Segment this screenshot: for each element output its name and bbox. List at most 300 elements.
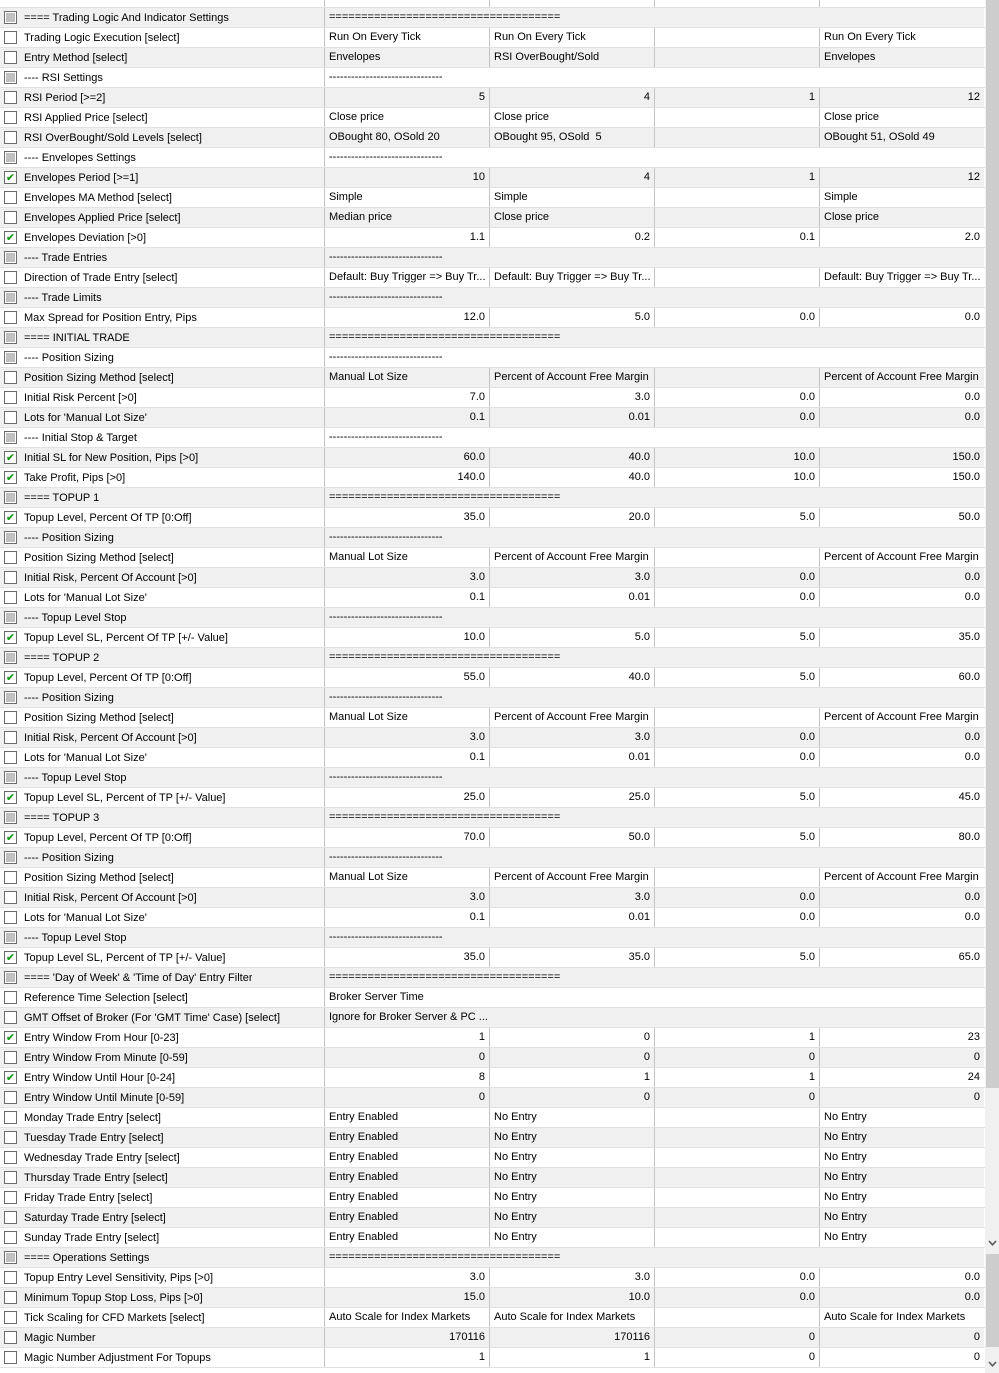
value-cell[interactable]: 1 — [325, 1028, 490, 1047]
stop-cell[interactable]: No Entry — [820, 1168, 985, 1187]
stop-cell[interactable]: 0 — [820, 1088, 985, 1107]
section-row[interactable] — [0, 608, 985, 628]
checkbox-unchecked[interactable] — [4, 1311, 17, 1324]
param-row[interactable] — [0, 368, 985, 388]
param-row[interactable] — [0, 988, 985, 1008]
value-cell[interactable]: Run On Every Tick — [325, 28, 490, 47]
checkbox-section[interactable] — [4, 651, 17, 664]
param-row[interactable] — [0, 1328, 985, 1348]
step-cell[interactable]: 5.0 — [655, 668, 820, 687]
value-cell[interactable]: 0 — [325, 1048, 490, 1067]
value-cell[interactable]: 0.1 — [325, 908, 490, 927]
stop-cell[interactable]: 0.0 — [820, 748, 985, 767]
param-row[interactable] — [0, 868, 985, 888]
checkbox-section[interactable] — [4, 291, 17, 304]
value-cell[interactable]: Entry Enabled — [325, 1128, 490, 1147]
checkbox-checked[interactable]: ✔ — [5, 171, 16, 184]
start-cell[interactable]: Auto Scale for Index Markets — [490, 1308, 655, 1327]
param-row[interactable] — [0, 1088, 985, 1108]
step-cell[interactable] — [655, 1228, 820, 1247]
value-cell[interactable]: 3.0 — [325, 728, 490, 747]
step-cell[interactable] — [655, 548, 820, 567]
start-cell[interactable]: No Entry — [490, 1188, 655, 1207]
param-row[interactable] — [0, 788, 985, 808]
param-row[interactable] — [0, 888, 985, 908]
param-row[interactable] — [0, 1148, 985, 1168]
checkbox-checked[interactable]: ✔ — [5, 671, 16, 684]
value-cell[interactable]: Default: Buy Trigger => Buy Tr... — [325, 268, 490, 287]
section-row[interactable] — [0, 328, 985, 348]
param-row[interactable] — [0, 1268, 985, 1288]
stop-cell[interactable]: 0.0 — [820, 408, 985, 427]
stop-cell[interactable]: Percent of Account Free Margin — [820, 708, 985, 727]
stop-cell[interactable]: 0.0 — [820, 1268, 985, 1287]
step-cell[interactable]: 0 — [655, 1328, 820, 1347]
value-cell[interactable]: 3.0 — [325, 888, 490, 907]
param-row[interactable] — [0, 108, 985, 128]
stop-cell[interactable]: Percent of Account Free Margin — [820, 868, 985, 887]
checkbox-unchecked[interactable] — [4, 1211, 17, 1224]
checkbox-unchecked[interactable] — [4, 411, 17, 424]
stop-cell[interactable]: 0.0 — [820, 728, 985, 747]
value-cell[interactable]: 10 — [325, 168, 490, 187]
stop-cell[interactable]: OBought 51, OSold 49 — [820, 128, 985, 147]
stop-cell[interactable]: No Entry — [820, 1228, 985, 1247]
value-cell[interactable]: 0.1 — [325, 588, 490, 607]
checkbox-unchecked[interactable] — [4, 871, 17, 884]
param-row[interactable] — [0, 1048, 985, 1068]
start-cell[interactable]: 35.0 — [490, 948, 655, 967]
section-row[interactable] — [0, 808, 985, 828]
checkbox-unchecked[interactable] — [4, 591, 17, 604]
checkbox-section[interactable] — [4, 491, 17, 504]
start-cell[interactable]: 0.01 — [490, 908, 655, 927]
stop-cell[interactable]: No Entry — [820, 1148, 985, 1167]
checkbox-checked[interactable]: ✔ — [5, 1031, 16, 1044]
start-cell[interactable]: 0 — [490, 1088, 655, 1107]
step-cell[interactable] — [655, 1128, 820, 1147]
checkbox-unchecked[interactable] — [4, 891, 17, 904]
stop-cell[interactable]: No Entry — [820, 1108, 985, 1127]
stop-cell[interactable]: Close price — [820, 108, 985, 127]
checkbox-section[interactable] — [4, 531, 17, 544]
value-cell[interactable]: Entry Enabled — [325, 1188, 490, 1207]
checkbox-section[interactable] — [4, 151, 17, 164]
checkbox-checked[interactable]: ✔ — [5, 631, 16, 644]
step-cell[interactable] — [655, 268, 820, 287]
value-cell[interactable]: Entry Enabled — [325, 1148, 490, 1167]
value-cell[interactable]: Manual Lot Size — [325, 548, 490, 567]
param-row[interactable] — [0, 1168, 985, 1188]
value-cell[interactable]: Entry Enabled — [325, 1228, 490, 1247]
stop-cell[interactable]: 65.0 — [820, 948, 985, 967]
value-cell[interactable]: 0.1 — [325, 748, 490, 767]
step-cell[interactable]: 0.0 — [655, 568, 820, 587]
scroll-down-button-outer[interactable] — [985, 1358, 999, 1370]
param-row[interactable] — [0, 908, 985, 928]
checkbox-unchecked[interactable] — [4, 391, 17, 404]
stop-cell[interactable]: 0.0 — [820, 1288, 985, 1307]
step-cell[interactable]: 0.0 — [655, 728, 820, 747]
checkbox-section[interactable] — [4, 431, 17, 444]
step-cell[interactable] — [655, 1308, 820, 1327]
start-cell[interactable]: 0 — [490, 1048, 655, 1067]
step-cell[interactable] — [655, 1108, 820, 1127]
stop-cell[interactable]: 0.0 — [820, 888, 985, 907]
start-cell[interactable]: RSI OverBought/Sold — [490, 48, 655, 67]
start-cell[interactable]: No Entry — [490, 1168, 655, 1187]
checkbox-section[interactable] — [4, 971, 17, 984]
checkbox-unchecked[interactable] — [4, 311, 17, 324]
param-row[interactable] — [0, 568, 985, 588]
step-cell[interactable]: 0.0 — [655, 388, 820, 407]
section-row[interactable] — [0, 488, 985, 508]
start-cell[interactable]: Percent of Account Free Margin — [490, 708, 655, 727]
start-cell[interactable]: No Entry — [490, 1228, 655, 1247]
step-cell[interactable]: 1 — [655, 1028, 820, 1047]
param-row[interactable] — [0, 828, 985, 848]
checkbox-unchecked[interactable] — [4, 1151, 17, 1164]
step-cell[interactable]: 5.0 — [655, 788, 820, 807]
stop-cell[interactable]: 12 — [820, 88, 985, 107]
value-cell[interactable]: Manual Lot Size — [325, 368, 490, 387]
param-row[interactable] — [0, 1128, 985, 1148]
value-cell[interactable]: 25.0 — [325, 788, 490, 807]
param-row[interactable] — [0, 588, 985, 608]
start-cell[interactable]: 170116 — [490, 1328, 655, 1347]
section-row[interactable] — [0, 688, 985, 708]
stop-cell[interactable]: 0.0 — [820, 908, 985, 927]
checkbox-unchecked[interactable] — [4, 191, 17, 204]
section-row[interactable] — [0, 768, 985, 788]
checkbox-unchecked[interactable] — [4, 1331, 17, 1344]
checkbox-unchecked[interactable] — [4, 571, 17, 584]
stop-cell[interactable]: 60.0 — [820, 668, 985, 687]
stop-cell[interactable]: 45.0 — [820, 788, 985, 807]
start-cell[interactable]: 0 — [490, 1028, 655, 1047]
stop-cell[interactable]: 2.0 — [820, 228, 985, 247]
param-row[interactable] — [0, 388, 985, 408]
scrollbar-thumb-outer[interactable] — [986, 1254, 999, 1347]
value-cell[interactable]: 35.0 — [325, 508, 490, 527]
section-row[interactable] — [0, 968, 985, 988]
stop-cell[interactable]: 150.0 — [820, 448, 985, 467]
checkbox-checked[interactable]: ✔ — [5, 511, 16, 524]
param-row[interactable] — [0, 468, 985, 488]
step-cell[interactable]: 0.0 — [655, 1288, 820, 1307]
checkbox-unchecked[interactable] — [4, 271, 17, 284]
start-cell[interactable]: 20.0 — [490, 508, 655, 527]
section-row[interactable] — [0, 348, 985, 368]
value-cell[interactable]: OBought 80, OSold 20 — [325, 128, 490, 147]
param-row[interactable] — [0, 748, 985, 768]
checkbox-unchecked[interactable] — [4, 51, 17, 64]
step-cell[interactable]: 5.0 — [655, 628, 820, 647]
start-cell[interactable]: 1 — [490, 1068, 655, 1087]
start-cell[interactable]: 0.01 — [490, 748, 655, 767]
section-row[interactable] — [0, 528, 985, 548]
value-cell[interactable]: Ignore for Broker Server & PC ... — [325, 1008, 985, 1027]
start-cell[interactable]: 25.0 — [490, 788, 655, 807]
step-cell[interactable]: 10.0 — [655, 448, 820, 467]
step-cell[interactable]: 0 — [655, 1088, 820, 1107]
value-cell[interactable]: Manual Lot Size — [325, 868, 490, 887]
value-cell[interactable]: 0.1 — [325, 408, 490, 427]
stop-cell[interactable]: Percent of Account Free Margin — [820, 368, 985, 387]
start-cell[interactable]: Percent of Account Free Margin — [490, 548, 655, 567]
value-cell[interactable]: 70.0 — [325, 828, 490, 847]
value-cell[interactable]: Envelopes — [325, 48, 490, 67]
step-cell[interactable] — [655, 1148, 820, 1167]
vertical-scrollbar[interactable] — [985, 0, 999, 1373]
stop-cell[interactable]: 0 — [820, 1348, 985, 1367]
param-row[interactable] — [0, 728, 985, 748]
checkbox-section[interactable] — [4, 331, 17, 344]
value-cell[interactable]: Broker Server Time — [325, 988, 985, 1007]
checkbox-unchecked[interactable] — [4, 31, 17, 44]
param-row[interactable] — [0, 308, 985, 328]
step-cell[interactable]: 5.0 — [655, 828, 820, 847]
step-cell[interactable] — [655, 128, 820, 147]
step-cell[interactable]: 5.0 — [655, 508, 820, 527]
checkbox-unchecked[interactable] — [4, 1051, 17, 1064]
step-cell[interactable]: 1 — [655, 1068, 820, 1087]
step-cell[interactable] — [655, 368, 820, 387]
stop-cell[interactable]: 35.0 — [820, 628, 985, 647]
stop-cell[interactable]: 50.0 — [820, 508, 985, 527]
value-cell[interactable]: 10.0 — [325, 628, 490, 647]
stop-cell[interactable]: 0.0 — [820, 388, 985, 407]
value-cell[interactable]: 15.0 — [325, 1288, 490, 1307]
param-row[interactable] — [0, 268, 985, 288]
value-cell[interactable]: 1 — [325, 1348, 490, 1367]
param-row[interactable] — [0, 128, 985, 148]
step-cell[interactable]: 0.0 — [655, 408, 820, 427]
section-row[interactable] — [0, 248, 985, 268]
value-cell[interactable]: 35.0 — [325, 948, 490, 967]
section-row[interactable] — [0, 8, 985, 28]
start-cell[interactable]: Simple — [490, 188, 655, 207]
step-cell[interactable] — [655, 1208, 820, 1227]
stop-cell[interactable]: 0 — [820, 1328, 985, 1347]
stop-cell[interactable]: Envelopes — [820, 48, 985, 67]
param-row[interactable] — [0, 668, 985, 688]
checkbox-unchecked[interactable] — [4, 1231, 17, 1244]
param-row[interactable] — [0, 1108, 985, 1128]
scroll-down-button[interactable] — [985, 1237, 999, 1249]
start-cell[interactable]: 4 — [490, 168, 655, 187]
value-cell[interactable]: 5 — [325, 88, 490, 107]
checkbox-unchecked[interactable] — [4, 911, 17, 924]
checkbox-unchecked[interactable] — [4, 131, 17, 144]
start-cell[interactable]: 0.01 — [490, 588, 655, 607]
step-cell[interactable]: 5.0 — [655, 948, 820, 967]
param-row[interactable] — [0, 208, 985, 228]
checkbox-unchecked[interactable] — [4, 111, 17, 124]
checkbox-unchecked[interactable] — [4, 211, 17, 224]
value-cell[interactable]: Entry Enabled — [325, 1108, 490, 1127]
checkbox-unchecked[interactable] — [4, 551, 17, 564]
start-cell[interactable]: No Entry — [490, 1128, 655, 1147]
start-cell[interactable]: 40.0 — [490, 468, 655, 487]
stop-cell[interactable]: 0.0 — [820, 308, 985, 327]
stop-cell[interactable]: Default: Buy Trigger => Buy Tr... — [820, 268, 985, 287]
value-cell[interactable]: Manual Lot Size — [325, 708, 490, 727]
checkbox-section[interactable] — [4, 71, 17, 84]
checkbox-section[interactable] — [4, 251, 17, 264]
checkbox-unchecked[interactable] — [4, 1091, 17, 1104]
checkbox-unchecked[interactable] — [4, 991, 17, 1004]
param-row[interactable] — [0, 508, 985, 528]
value-cell[interactable]: 3.0 — [325, 568, 490, 587]
start-cell[interactable]: 3.0 — [490, 1268, 655, 1287]
checkbox-section[interactable] — [4, 11, 17, 24]
param-row[interactable] — [0, 228, 985, 248]
checkbox-checked[interactable]: ✔ — [5, 1071, 16, 1084]
param-row[interactable] — [0, 448, 985, 468]
step-cell[interactable] — [655, 708, 820, 727]
start-cell[interactable]: 0.2 — [490, 228, 655, 247]
param-row[interactable] — [0, 708, 985, 728]
step-cell[interactable]: 0.0 — [655, 308, 820, 327]
step-cell[interactable] — [655, 1188, 820, 1207]
section-row[interactable] — [0, 288, 985, 308]
section-row[interactable] — [0, 68, 985, 88]
step-cell[interactable]: 1 — [655, 88, 820, 107]
start-cell[interactable]: No Entry — [490, 1108, 655, 1127]
start-cell[interactable]: OBought 95, OSold 5 — [490, 128, 655, 147]
stop-cell[interactable]: 0 — [820, 1048, 985, 1067]
stop-cell[interactable]: 0.0 — [820, 588, 985, 607]
checkbox-checked[interactable]: ✔ — [5, 831, 16, 844]
value-cell[interactable]: Auto Scale for Index Markets — [325, 1308, 490, 1327]
param-row[interactable] — [0, 408, 985, 428]
step-cell[interactable] — [655, 868, 820, 887]
checkbox-section[interactable] — [4, 691, 17, 704]
step-cell[interactable] — [655, 48, 820, 67]
value-cell[interactable]: 8 — [325, 1068, 490, 1087]
checkbox-unchecked[interactable] — [4, 751, 17, 764]
value-cell[interactable]: 1.1 — [325, 228, 490, 247]
checkbox-unchecked[interactable] — [4, 1291, 17, 1304]
step-cell[interactable] — [655, 208, 820, 227]
start-cell[interactable]: Close price — [490, 208, 655, 227]
step-cell[interactable] — [655, 28, 820, 47]
value-cell[interactable]: 7.0 — [325, 388, 490, 407]
start-cell[interactable]: Run On Every Tick — [490, 28, 655, 47]
start-cell[interactable]: 50.0 — [490, 828, 655, 847]
checkbox-section[interactable] — [4, 851, 17, 864]
step-cell[interactable]: 0 — [655, 1348, 820, 1367]
value-cell[interactable]: 0 — [325, 1088, 490, 1107]
checkbox-unchecked[interactable] — [4, 1171, 17, 1184]
stop-cell[interactable]: Auto Scale for Index Markets — [820, 1308, 985, 1327]
start-cell[interactable]: Close price — [490, 108, 655, 127]
step-cell[interactable]: 0 — [655, 1048, 820, 1067]
start-cell[interactable]: Default: Buy Trigger => Buy Tr... — [490, 268, 655, 287]
step-cell[interactable]: 0.0 — [655, 748, 820, 767]
param-row[interactable] — [0, 1348, 985, 1368]
section-row[interactable] — [0, 148, 985, 168]
step-cell[interactable]: 10.0 — [655, 468, 820, 487]
section-row[interactable] — [0, 928, 985, 948]
checkbox-checked[interactable]: ✔ — [5, 231, 16, 244]
checkbox-unchecked[interactable] — [4, 1191, 17, 1204]
value-cell[interactable]: 3.0 — [325, 1268, 490, 1287]
value-cell[interactable]: 140.0 — [325, 468, 490, 487]
checkbox-unchecked[interactable] — [4, 371, 17, 384]
stop-cell[interactable]: 23 — [820, 1028, 985, 1047]
value-cell[interactable]: 12.0 — [325, 308, 490, 327]
stop-cell[interactable]: 0.0 — [820, 568, 985, 587]
param-row[interactable] — [0, 1068, 985, 1088]
step-cell[interactable] — [655, 108, 820, 127]
checkbox-section[interactable] — [4, 771, 17, 784]
start-cell[interactable]: 3.0 — [490, 568, 655, 587]
checkbox-checked[interactable]: ✔ — [5, 951, 16, 964]
param-row[interactable] — [0, 1288, 985, 1308]
param-row[interactable] — [0, 1228, 985, 1248]
value-cell[interactable]: Entry Enabled — [325, 1168, 490, 1187]
checkbox-unchecked[interactable] — [4, 91, 17, 104]
checkbox-unchecked[interactable] — [4, 1111, 17, 1124]
stop-cell[interactable]: Percent of Account Free Margin — [820, 548, 985, 567]
start-cell[interactable]: 5.0 — [490, 628, 655, 647]
param-row[interactable] — [0, 548, 985, 568]
param-row[interactable] — [0, 1188, 985, 1208]
start-cell[interactable]: 3.0 — [490, 888, 655, 907]
param-row[interactable] — [0, 168, 985, 188]
start-cell[interactable]: Percent of Account Free Margin — [490, 868, 655, 887]
stop-cell[interactable]: No Entry — [820, 1188, 985, 1207]
stop-cell[interactable]: Simple — [820, 188, 985, 207]
value-cell[interactable]: 60.0 — [325, 448, 490, 467]
checkbox-checked[interactable]: ✔ — [5, 791, 16, 804]
checkbox-unchecked[interactable] — [4, 1131, 17, 1144]
step-cell[interactable] — [655, 188, 820, 207]
param-row[interactable] — [0, 28, 985, 48]
value-cell[interactable]: Simple — [325, 188, 490, 207]
start-cell[interactable]: 40.0 — [490, 668, 655, 687]
checkbox-unchecked[interactable] — [4, 1011, 17, 1024]
start-cell[interactable]: 5.0 — [490, 308, 655, 327]
checkbox-unchecked[interactable] — [4, 1271, 17, 1284]
step-cell[interactable] — [655, 1168, 820, 1187]
param-row[interactable] — [0, 948, 985, 968]
value-cell[interactable]: Median price — [325, 208, 490, 227]
param-row[interactable] — [0, 1308, 985, 1328]
section-row[interactable] — [0, 428, 985, 448]
start-cell[interactable]: 1 — [490, 1348, 655, 1367]
step-cell[interactable]: 0.0 — [655, 1268, 820, 1287]
start-cell[interactable]: No Entry — [490, 1148, 655, 1167]
checkbox-checked[interactable]: ✔ — [5, 451, 16, 464]
start-cell[interactable]: 10.0 — [490, 1288, 655, 1307]
start-cell[interactable]: 0.01 — [490, 408, 655, 427]
stop-cell[interactable]: 80.0 — [820, 828, 985, 847]
stop-cell[interactable]: No Entry — [820, 1208, 985, 1227]
step-cell[interactable]: 0.0 — [655, 908, 820, 927]
start-cell[interactable]: 40.0 — [490, 448, 655, 467]
param-row[interactable] — [0, 628, 985, 648]
stop-cell[interactable]: 150.0 — [820, 468, 985, 487]
section-row[interactable] — [0, 1248, 985, 1268]
step-cell[interactable]: 0.0 — [655, 888, 820, 907]
checkbox-section[interactable] — [4, 611, 17, 624]
start-cell[interactable]: Percent of Account Free Margin — [490, 368, 655, 387]
stop-cell[interactable]: 12 — [820, 168, 985, 187]
param-row[interactable] — [0, 48, 985, 68]
